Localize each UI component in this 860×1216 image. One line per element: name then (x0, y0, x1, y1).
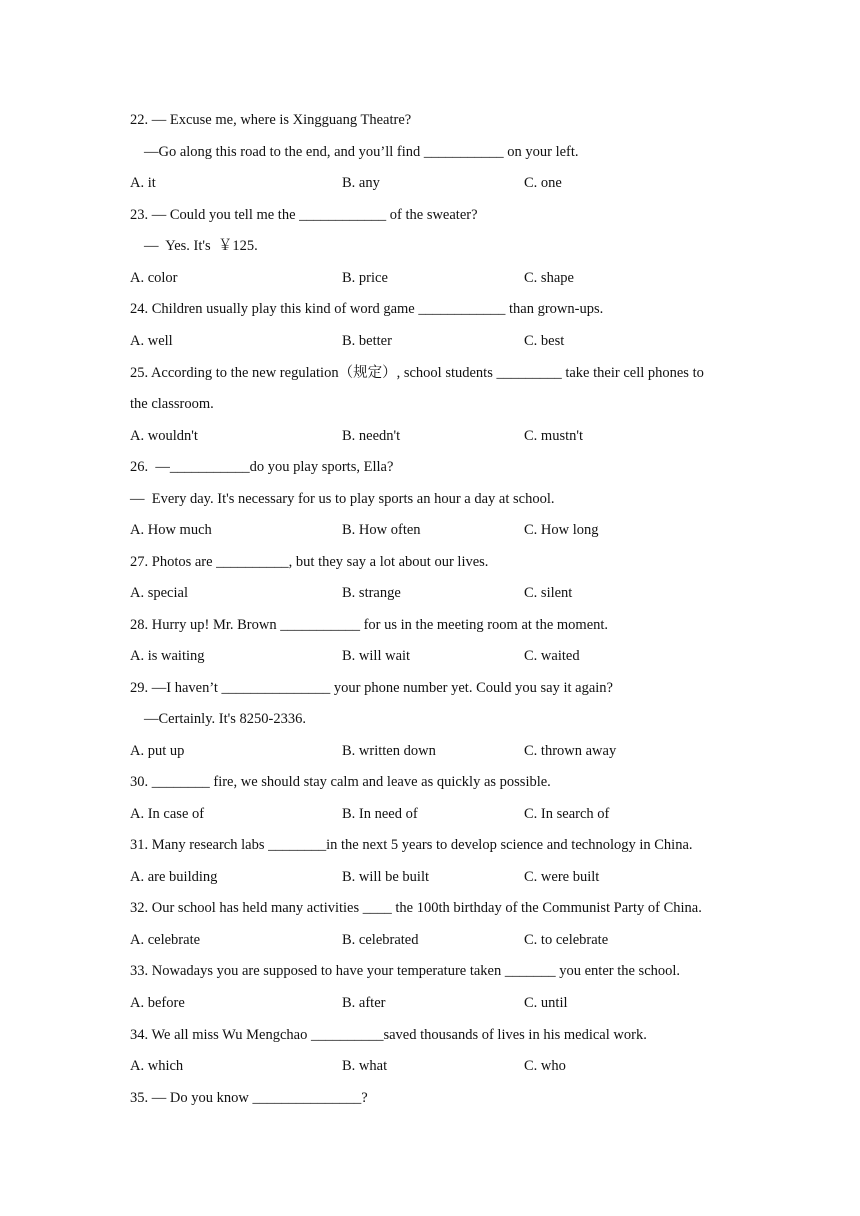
question-26-option-b: B. How often (342, 522, 421, 538)
question-29-response: —Certainly. It's 8250-2336. (144, 711, 306, 727)
question-34-option-a: A. which (130, 1058, 184, 1074)
question-26-response: — Every day. It's necessary for us to play sports an hour a day at school. (130, 491, 555, 507)
question-25-stem: 25. According to the new regulation（规定）, school students _________ take their cell phones to (130, 365, 704, 381)
question-24-option-a: A. well (130, 333, 173, 349)
question-25-option-b: B. needn't (342, 428, 401, 444)
question-22-option-b: B. any (342, 175, 380, 191)
question-26-option-c: C. How long (524, 522, 599, 538)
question-30-option-c: C. In search of (524, 806, 610, 822)
question-22-option-a: A. it (130, 175, 156, 191)
question-26-stem: 26. —___________do you play sports, Ella? (130, 459, 394, 475)
question-31-option-b: B. will be built (342, 869, 429, 885)
question-34-stem: 34. We all miss Wu Mengchao __________saved thousands of lives in his medical work. (130, 1027, 647, 1043)
question-34-option-c: C. who (524, 1058, 566, 1074)
question-31-option-a: A. are building (130, 869, 218, 885)
question-29-stem: 29. —I haven’t _______________ your phone number yet. Could you say it again? (130, 680, 613, 696)
question-31-stem: 31. Many research labs ________in the next 5 years to develop science and technology in China. (130, 837, 693, 853)
question-25-stem-continued: the classroom. (130, 396, 214, 412)
question-32-stem: 32. Our school has held many activities ____ the 100th birthday of the Communist Party of China. (130, 900, 702, 916)
question-27-option-b: B. strange (342, 585, 401, 601)
question-23-response: — Yes. It's ￥125. (144, 238, 258, 254)
question-24-stem: 24. Children usually play this kind of word game ____________ than grown-ups. (130, 301, 604, 317)
question-29-option-c: C. thrown away (524, 743, 617, 759)
question-22-option-c: C. one (524, 175, 562, 191)
question-24-option-c: C. best (524, 333, 565, 349)
question-30-option-b: B. In need of (342, 806, 418, 822)
question-23-option-b: B. price (342, 270, 388, 286)
question-27-option-a: A. special (130, 585, 188, 601)
question-28-option-c: C. waited (524, 648, 580, 664)
question-23-option-c: C. shape (524, 270, 574, 286)
question-24-option-b: B. better (342, 333, 392, 349)
question-22-response: —Go along this road to the end, and you’ll find ___________ on your left. (144, 144, 579, 160)
question-22-stem: 22. — Excuse me, where is Xingguang Theatre? (130, 112, 412, 128)
question-33-stem: 33. Nowadays you are supposed to have your temperature taken _______ you enter the school. (130, 963, 681, 979)
question-32-option-b: B. celebrated (342, 932, 419, 948)
question-25-option-c: C. mustn't (524, 428, 584, 444)
question-30-option-a: A. In case of (130, 806, 205, 822)
question-33-option-b: B. after (342, 995, 386, 1011)
question-27-stem: 27. Photos are __________, but they say a lot about our lives. (130, 554, 489, 570)
question-35-stem: 35. — Do you know _______________? (130, 1090, 368, 1106)
question-28-stem: 28. Hurry up! Mr. Brown ___________ for us in the meeting room at the moment. (130, 617, 609, 633)
question-27-option-c: C. silent (524, 585, 573, 601)
question-30-stem: 30. ________ fire, we should stay calm and leave as quickly as possible. (130, 774, 551, 790)
question-31-option-c: C. were built (524, 869, 600, 885)
question-33-option-a: A. before (130, 995, 185, 1011)
question-32-option-a: A. celebrate (130, 932, 201, 948)
question-23-option-a: A. color (130, 270, 178, 286)
question-28-option-b: B. will wait (342, 648, 411, 664)
question-26-option-a: A. How much (130, 522, 212, 538)
question-23-stem: 23. — Could you tell me the ____________ of the sweater? (130, 207, 478, 223)
question-33-option-c: C. until (524, 995, 568, 1011)
question-29-option-b: B. written down (342, 743, 436, 759)
question-25-option-a: A. wouldn't (130, 428, 198, 444)
question-34-option-b: B. what (342, 1058, 388, 1074)
question-32-option-c: C. to celebrate (524, 932, 609, 948)
question-28-option-a: A. is waiting (130, 648, 205, 664)
question-29-option-a: A. put up (130, 743, 185, 759)
